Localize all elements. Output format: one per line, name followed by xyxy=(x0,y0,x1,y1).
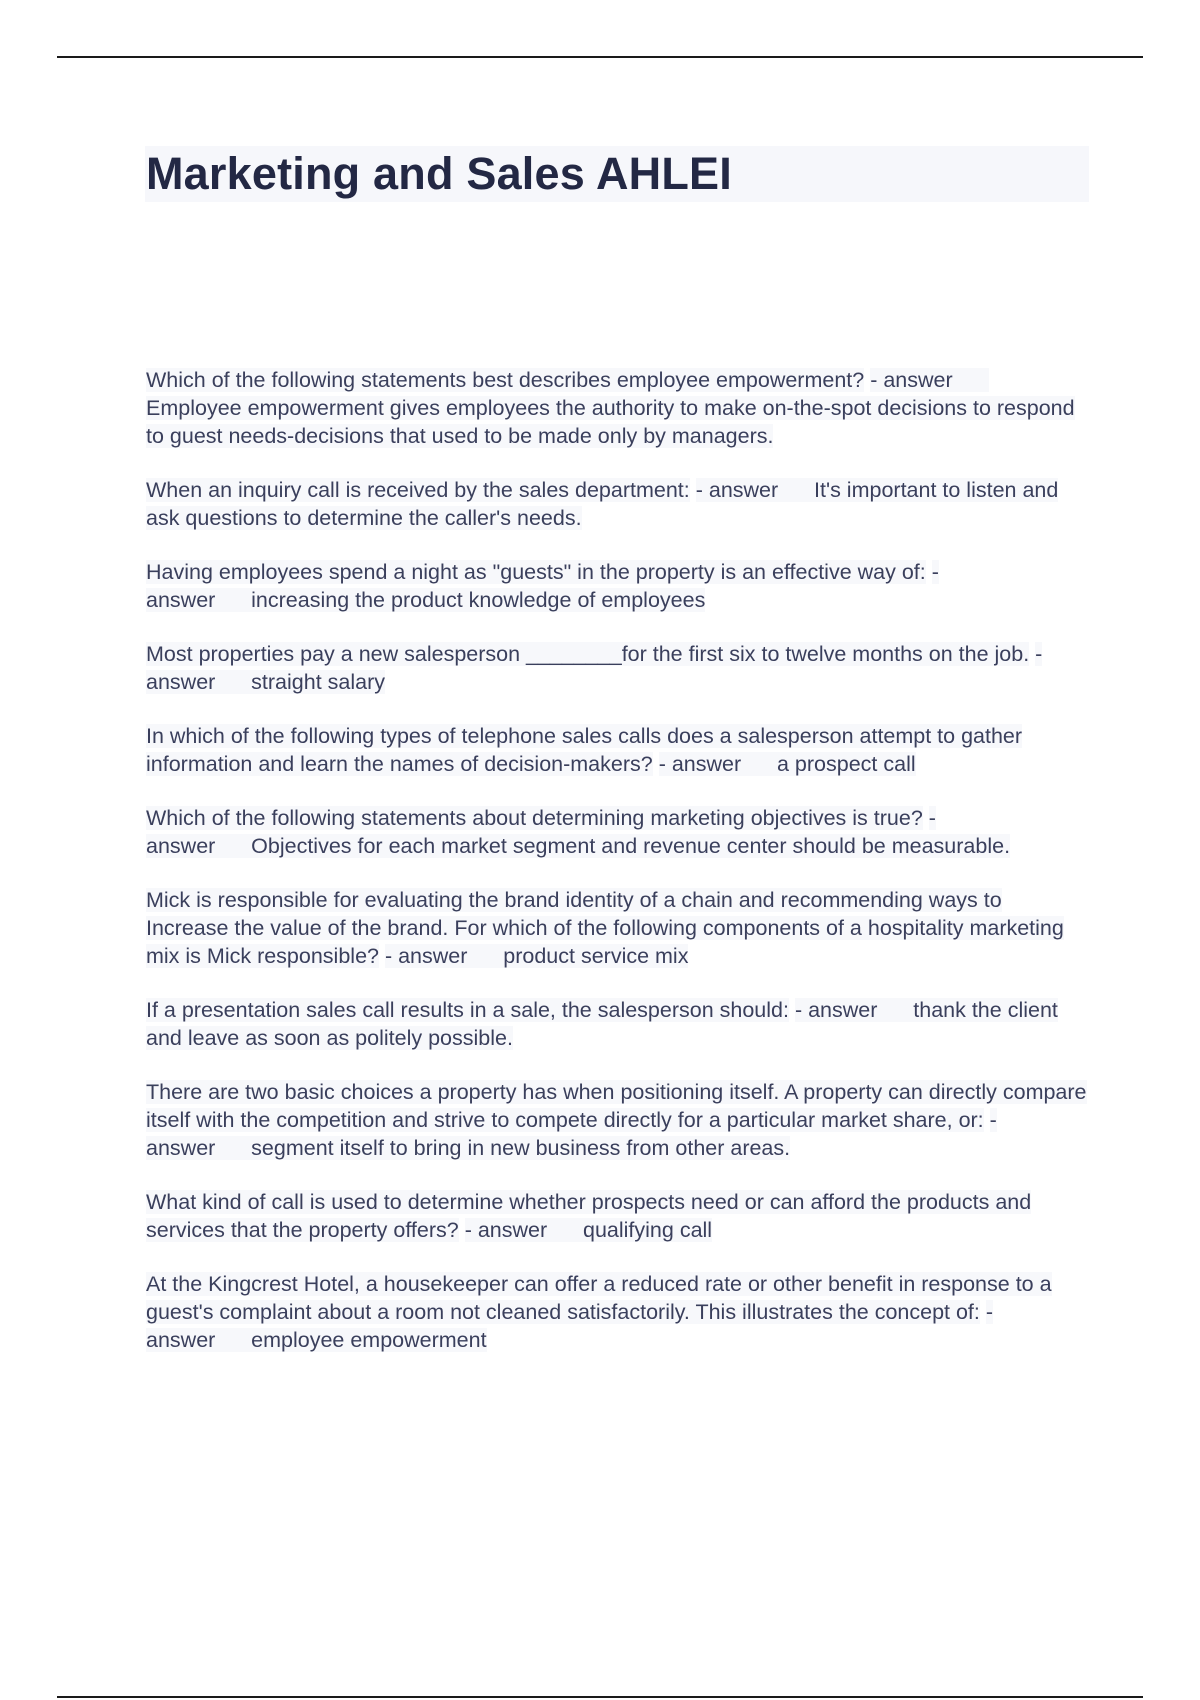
question-text: What kind of call is used to determine whether prospects need or can afford the products and services that the property offers? xyxy=(146,1190,1032,1242)
answer-text: Employee empowerment gives employees the authority to make on-the-spot decisions to respond to guest needs-decisions that used to be made only by managers. xyxy=(146,396,1075,448)
answer-text: Objectives for each market segment and revenue center should be measurable. xyxy=(251,834,1011,858)
qa-item xyxy=(146,366,1090,450)
answer-text: segment itself to bring in new business from other areas. xyxy=(251,1136,791,1160)
answer-separator: - answer xyxy=(146,1300,994,1352)
answer-text: It's important to listen and ask questions to determine the caller's needs. xyxy=(146,478,1059,530)
qa-item xyxy=(146,1270,1090,1354)
answer-separator: - answer xyxy=(146,560,939,612)
qa-item xyxy=(146,722,1090,778)
qa-item xyxy=(146,476,1090,532)
bottom-rule xyxy=(57,1696,1143,1698)
answer-separator: - answer xyxy=(696,478,814,502)
question-text: Mick is responsible for evaluating the brand identity of a chain and recommending ways to Increase the value of the brand. For which of the following components of a hospitality marketing mix is Mick responsible? xyxy=(146,888,1064,968)
qa-item xyxy=(146,886,1090,970)
question-text: There are two basic choices a property has when positioning itself. A property can directly compare itself with the competition and strive to compete directly for a particular market share, or: xyxy=(146,1080,1087,1132)
question-text: Which of the following statements about determining marketing objectives is true? xyxy=(146,806,923,830)
question-text: If a presentation sales call results in a sale, the salesperson should: xyxy=(146,998,789,1022)
answer-text: thank the client and leave as soon as politely possible. xyxy=(146,998,1058,1050)
question-text: At the Kingcrest Hotel, a housekeeper can offer a reduced rate or other benefit in response to a guest's complaint about a room not cleaned satisfactorily. This illustrates the concept of: xyxy=(146,1272,1052,1324)
answer-text: product service mix xyxy=(503,944,689,968)
qa-item xyxy=(146,804,1090,860)
document-title: Marketing and Sales AHLEI xyxy=(146,148,732,199)
answer-separator: - answer xyxy=(146,642,1043,694)
qa-item xyxy=(146,996,1090,1052)
answer-separator: - answer xyxy=(659,752,777,776)
question-text: Having employees spend a night as "guests" in the property is an effective way of: xyxy=(146,560,926,584)
answer-text: employee empowerment xyxy=(251,1328,487,1352)
qa-item xyxy=(146,1078,1090,1162)
answer-text: a prospect call xyxy=(777,752,916,776)
answer-separator: - answer xyxy=(795,998,913,1022)
answer-text: increasing the product knowledge of employees xyxy=(251,588,706,612)
answer-text: qualifying call xyxy=(583,1218,713,1242)
answer-separator: - answer xyxy=(146,1108,997,1160)
question-text: In which of the following types of telephone sales calls does a salesperson attempt to gather information and learn the names of decision-makers? xyxy=(146,724,1023,776)
question-text: Most properties pay a new salesperson ________for the first six to twelve months on the job. xyxy=(146,642,1030,666)
question-text: Which of the following statements best describes employee empowerment? xyxy=(146,368,865,392)
answer-separator: - answer xyxy=(385,944,503,968)
qa-item xyxy=(146,1188,1090,1244)
qa-list xyxy=(146,366,1090,1380)
qa-item xyxy=(146,640,1090,696)
qa-item xyxy=(146,558,1090,614)
answer-separator: - answer xyxy=(146,806,936,858)
question-text: When an inquiry call is received by the sales department: xyxy=(146,478,690,502)
top-rule xyxy=(57,56,1143,58)
answer-separator: - answer xyxy=(465,1218,583,1242)
answer-text: straight salary xyxy=(251,670,385,694)
answer-separator: - answer xyxy=(870,368,988,392)
